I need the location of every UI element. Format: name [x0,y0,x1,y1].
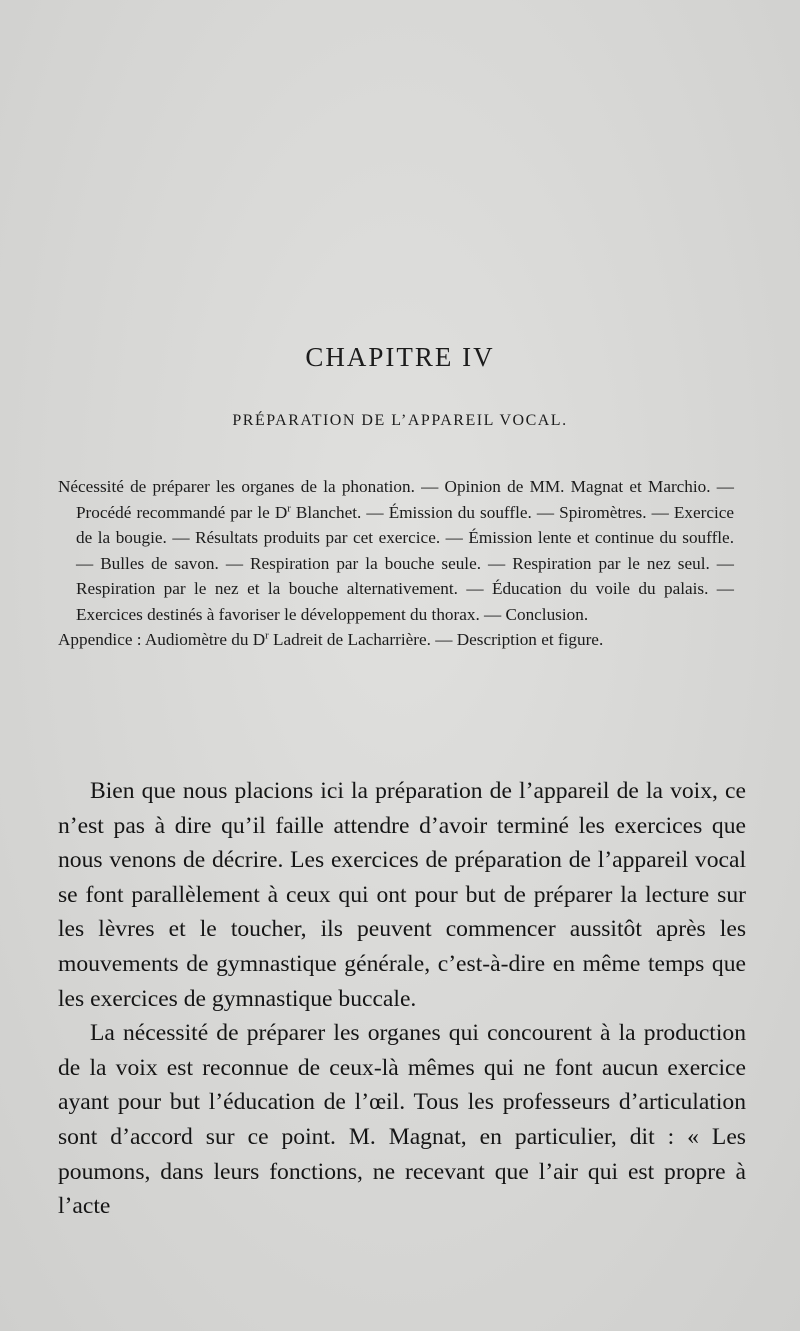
summary-text-part1: Nécessité de préparer les organes de la phonation. — Opinion de MM. Magnat et Marchio. — Procédé recommandé par le D [58,477,734,522]
appendix-superscript: r [265,630,269,642]
chapter-subtitle: PRÉPARATION DE L’APPAREIL VOCAL. [232,412,568,429]
chapter-summary [58,474,734,653]
appendix-text-part1: Appendice : Audiomètre du D [58,630,266,649]
appendix-text-part2: Ladreit de Lacharrière. — Description et figure. [268,630,604,649]
body-paragraph-2: La nécessité de préparer les organes qui concourent à la production de la voix est reconnue de ceux-là mêmes qui ne font aucun exercice ayant pour but l’éducation de l’œil. Tous les professeurs d’articulation sont d’accord sur ce point. M. Magnat, en particulier, dit : « Les poumons, dans leurs fonctions, ne recevant que l’air qui est propre à l’acte [58,1020,746,1220]
body-paragraph-1: Bien que nous placions ici la préparation de l’appareil de la voix, ce n’est pas à dire qu’il faille attendre d’avoir terminé les exercices que nous venons de décrire. Les exercices de préparation de l’appareil vocal se font parallèlement à ceux qui ont pour but de préparer la lecture sur les lèvres et le toucher, ils peuvent commencer aussitôt après les mouvements de gymnastique générale, c’est-à-dire en même temps que les exercices de gymnastique buccale. [58,778,746,1012]
summary-appendix [58,627,734,653]
chapter-title: CHAPITRE IV [305,342,495,372]
summary-contents [58,474,734,627]
body-text [58,774,746,1224]
summary-text-part2: Blanchet. — Émission du souffle. — Spiromètres. — Exercice de la bougie. — Résultats produits par cet exercice. — Émission lente et continue du souffle. — Bulles de savon. — Respiration par la bouche seule. — Respiration par le nez seul. — Respiration par le nez et la bouche alternativement. — Éducation du voile du palais. — Exercices destinés à favoriser le développement du thorax. — Conclusion. [76,502,734,624]
summary-superscript: r [287,502,291,514]
